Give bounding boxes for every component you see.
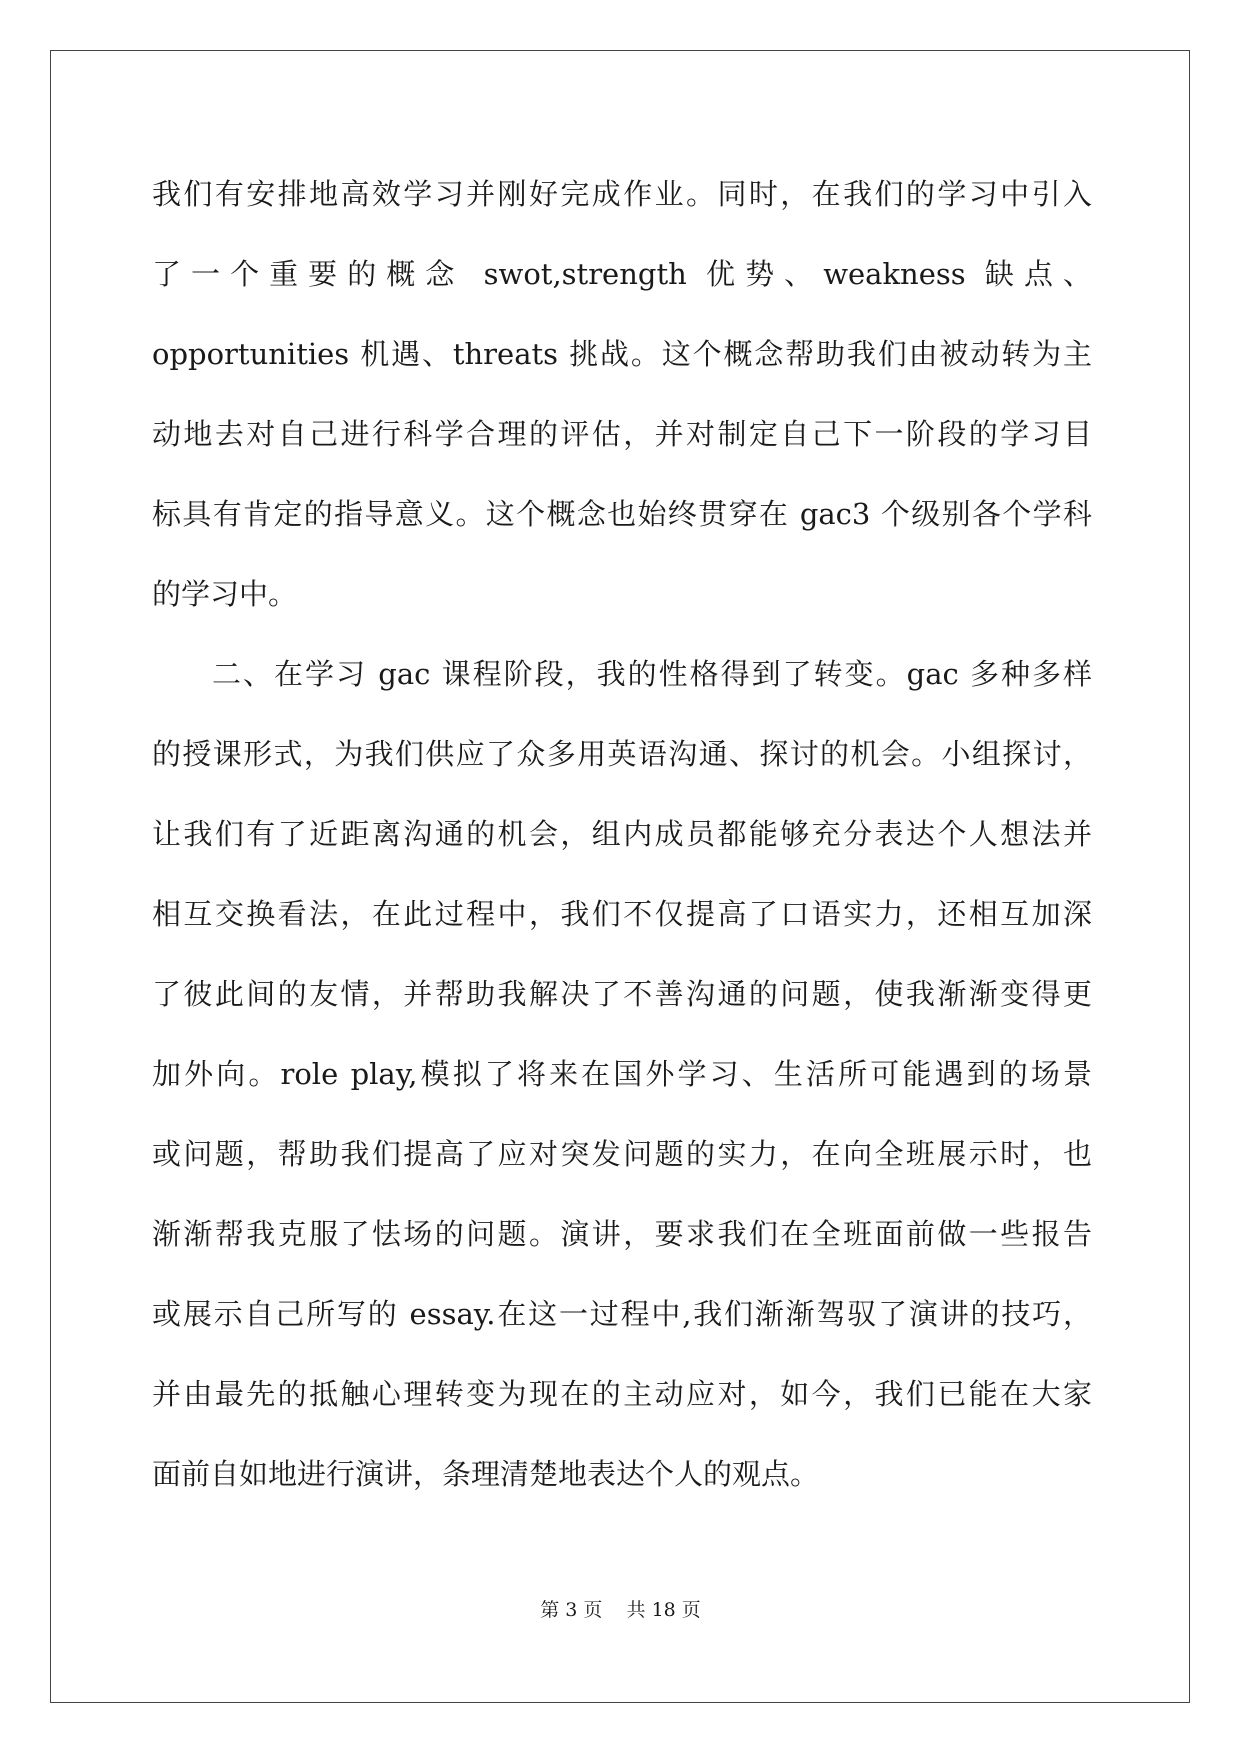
body-text-line: 渐渐帮我克服了怯场的问题。演讲，要求我们在全班面前做一些报告 bbox=[152, 1217, 1092, 1251]
body-text-line: 加外向。role play,模拟了将来在国外学习、生活所可能遇到的场景 bbox=[152, 1057, 1092, 1091]
body-text-line: 或问题，帮助我们提高了应对突发问题的实力，在向全班展示时，也 bbox=[152, 1137, 1092, 1171]
body-text-line: 让我们有了近距离沟通的机会，组内成员都能够充分表达个人想法并 bbox=[152, 817, 1092, 851]
body-text-line: 了一个重要的概念 swot,strength 优势、weakness 缺点、 bbox=[152, 257, 1092, 291]
paragraph-first-line: 二、在学习 gac 课程阶段，我的性格得到了转变。gac 多种多样 bbox=[212, 657, 1092, 691]
body-text-line: 的学习中。 bbox=[152, 577, 298, 611]
body-text-line: opportunities 机遇、threats 挑战。这个概念帮助我们由被动转为主 bbox=[152, 337, 1092, 371]
body-text-line: 并由最先的抵触心理转变为现在的主动应对，如今，我们已能在大家 bbox=[152, 1377, 1092, 1411]
page-number-footer: 第 3 页 共 18 页 bbox=[540, 1599, 701, 1621]
body-text-line: 的授课形式，为我们供应了众多用英语沟通、探讨的机会。小组探讨， bbox=[152, 737, 1092, 771]
body-text-line: 我们有安排地高效学习并刚好完成作业。同时，在我们的学习中引入 bbox=[152, 177, 1092, 211]
body-text-line: 或展示自己所写的 essay.在这一过程中,我们渐渐驾驭了演讲的技巧， bbox=[152, 1297, 1092, 1331]
body-text-line: 动地去对自己进行科学合理的评估，并对制定自己下一阶段的学习目 bbox=[152, 417, 1092, 451]
body-text-line: 了彼此间的友情，并帮助我解决了不善沟通的问题，使我渐渐变得更 bbox=[152, 977, 1092, 1011]
body-text-line: 面前自如地进行演讲，条理清楚地表达个人的观点。 bbox=[152, 1457, 820, 1491]
body-text-line: 标具有肯定的指导意义。这个概念也始终贯穿在 gac3 个级别各个学科 bbox=[152, 497, 1092, 531]
body-text-line: 相互交换看法，在此过程中，我们不仅提高了口语实力，还相互加深 bbox=[152, 897, 1092, 931]
